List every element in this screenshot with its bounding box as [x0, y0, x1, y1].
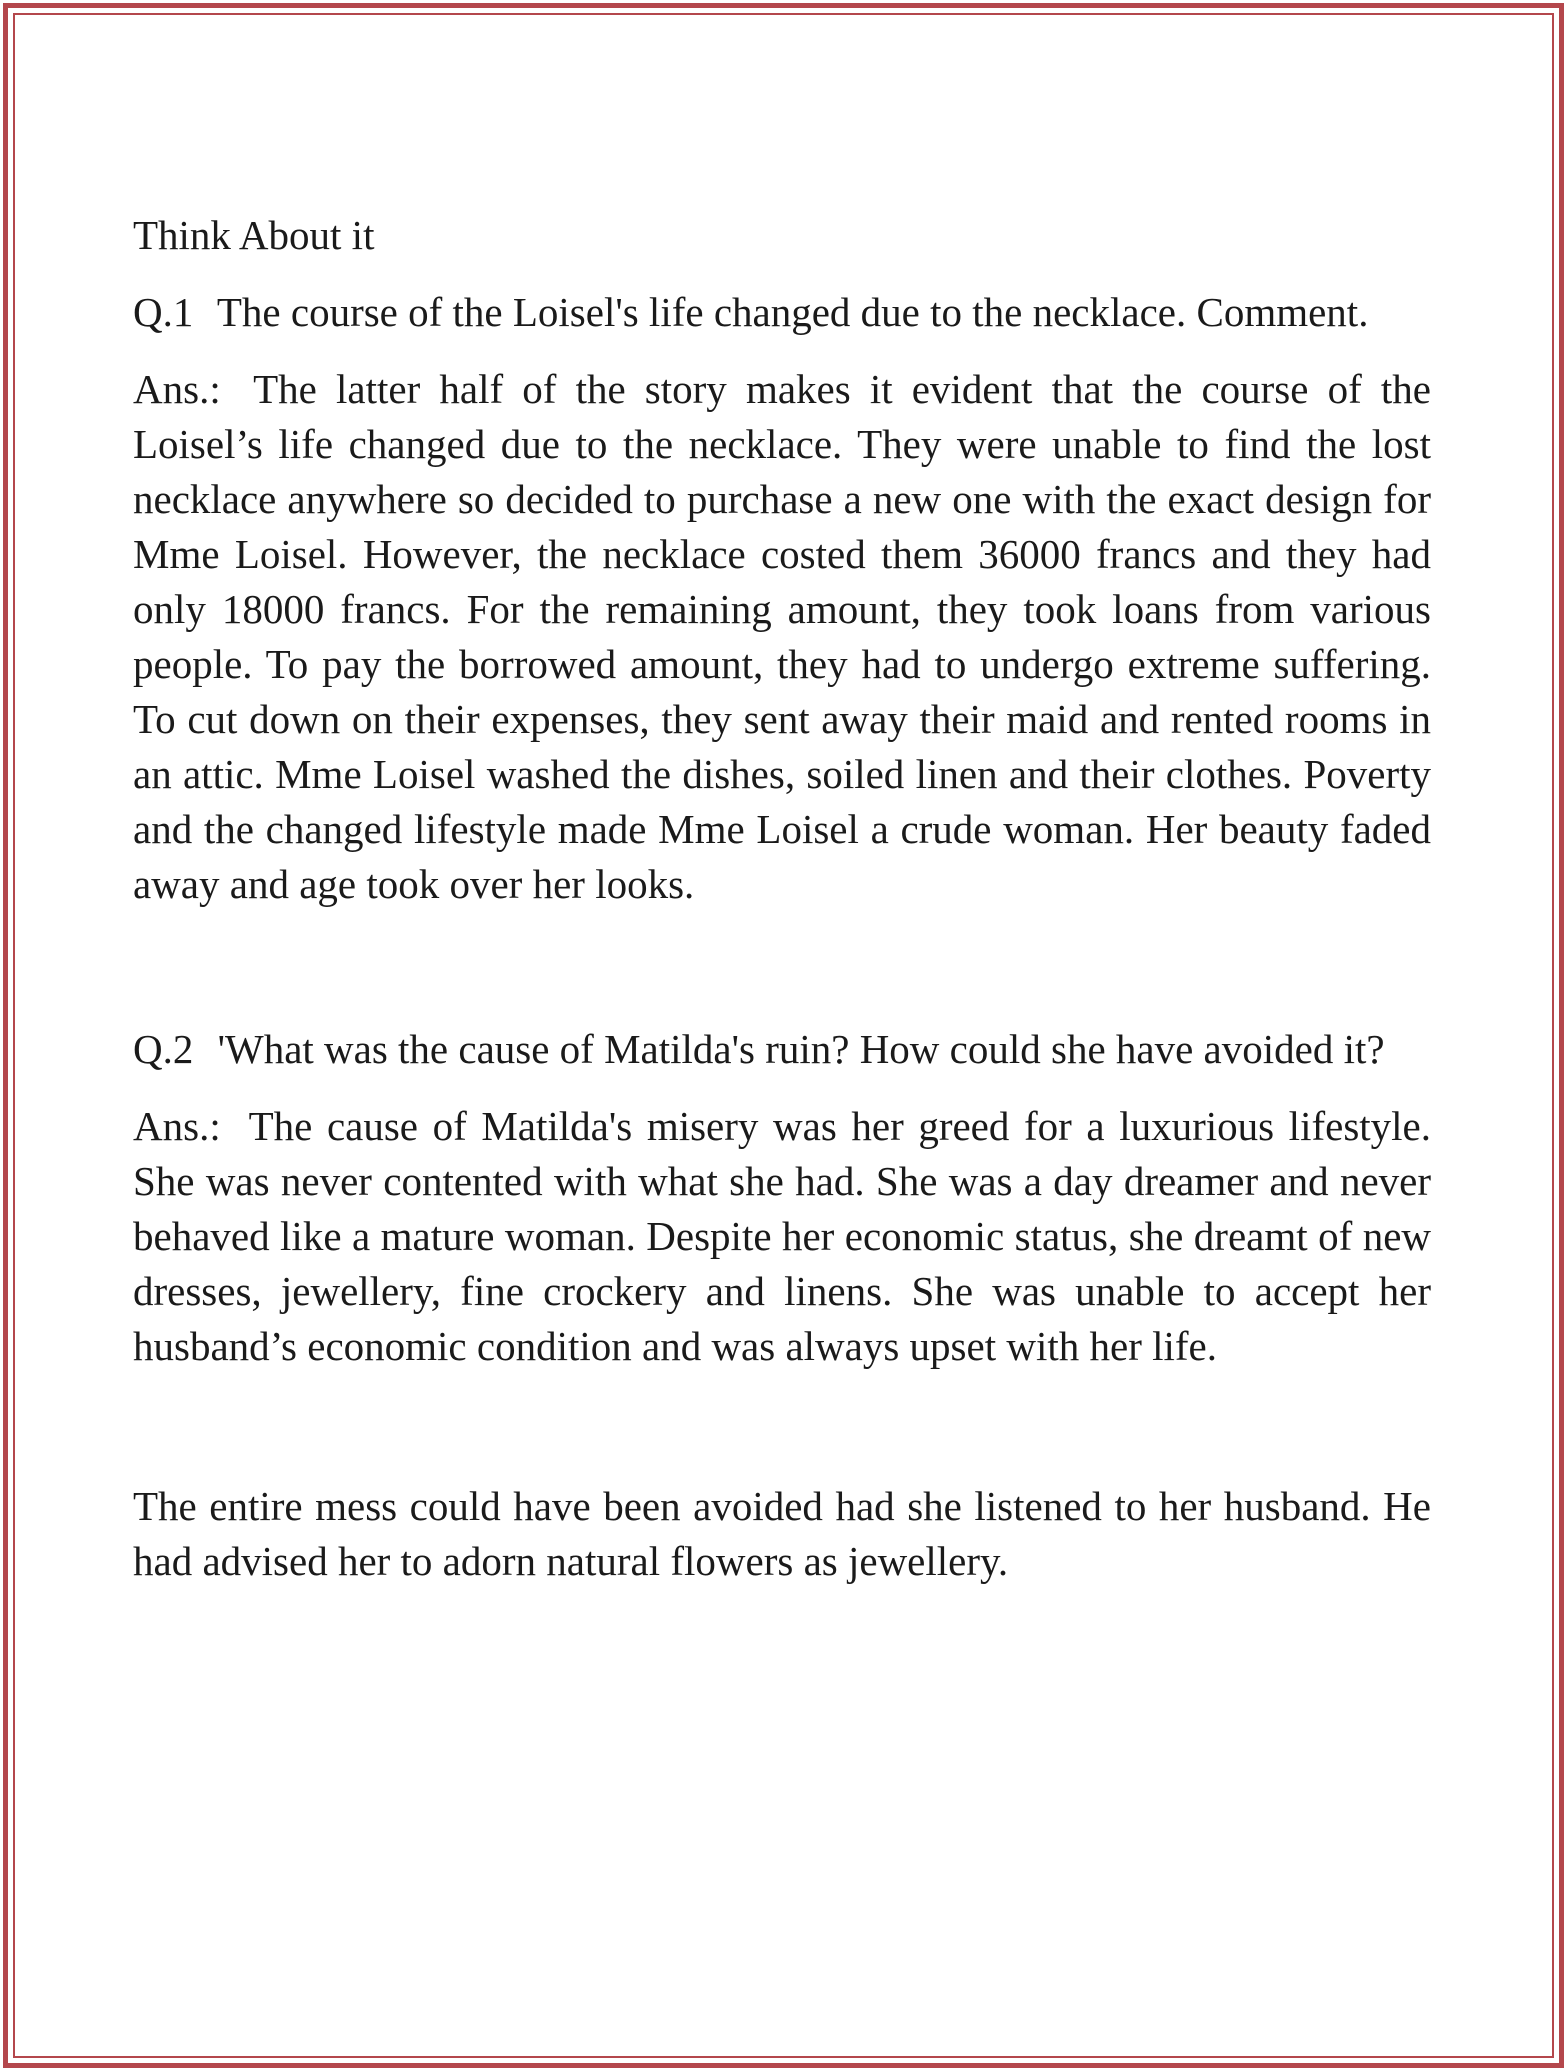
answer-2-text: The cause of Matilda's misery was her greed for a luxurious lifestyle. She was never contented with what she had. She was a day dreamer and never behaved like a mature woman. Despite her economic status, she dreamt of new dresses, jewellery, fine crockery and linens. She was unable to accept her husband’s economic condition and was always upset with her life.	[133, 1103, 1432, 1369]
spacer	[133, 1374, 1431, 1479]
answer-1-text: The latter half of the story makes it evident that the course of the Loisel’s life changed due to the necklace. They were unable to find the lost necklace anywhere so decided to purchase a new one with the exact design for Mme Loisel. However, the necklace costed them 36000 francs and they had only 18000 francs. For the remaining amount, they took loans from various people. To pay the borrowed amount, they had to undergo extreme suffering. To cut down on their expenses, they sent away their maid and rented rooms in an attic. Mme Loisel washed the dishes, soiled linen and their clothes. Poverty and the changed lifestyle made Mme Loisel a crude woman. Her beauty faded away and age took over her looks.	[133, 366, 1431, 907]
answer-2	[133, 1099, 1431, 1374]
question-1	[133, 285, 1431, 340]
question-2	[133, 1022, 1431, 1077]
answer-2-label: Ans.:	[133, 1103, 221, 1149]
answer-2-followup: The entire mess could have been avoided had she listened to her husband. He had advised her to adorn natural flowers as jewellery.	[133, 1483, 1431, 1584]
answer-1-label: Ans.:	[133, 366, 221, 412]
question-2-number: Q.2	[133, 1026, 194, 1072]
answer-1	[133, 362, 1431, 912]
spacer	[133, 912, 1431, 1022]
question-1-text: The course of the Loisel's life changed due to the necklace. Comment.	[216, 289, 1369, 335]
document-body	[133, 208, 1431, 1589]
question-1-number: Q.1	[133, 289, 194, 335]
section-heading: Think About it	[133, 212, 375, 258]
question-2-text: 'What was the cause of Matilda's ruin? How could she have avoided it?	[217, 1026, 1385, 1072]
